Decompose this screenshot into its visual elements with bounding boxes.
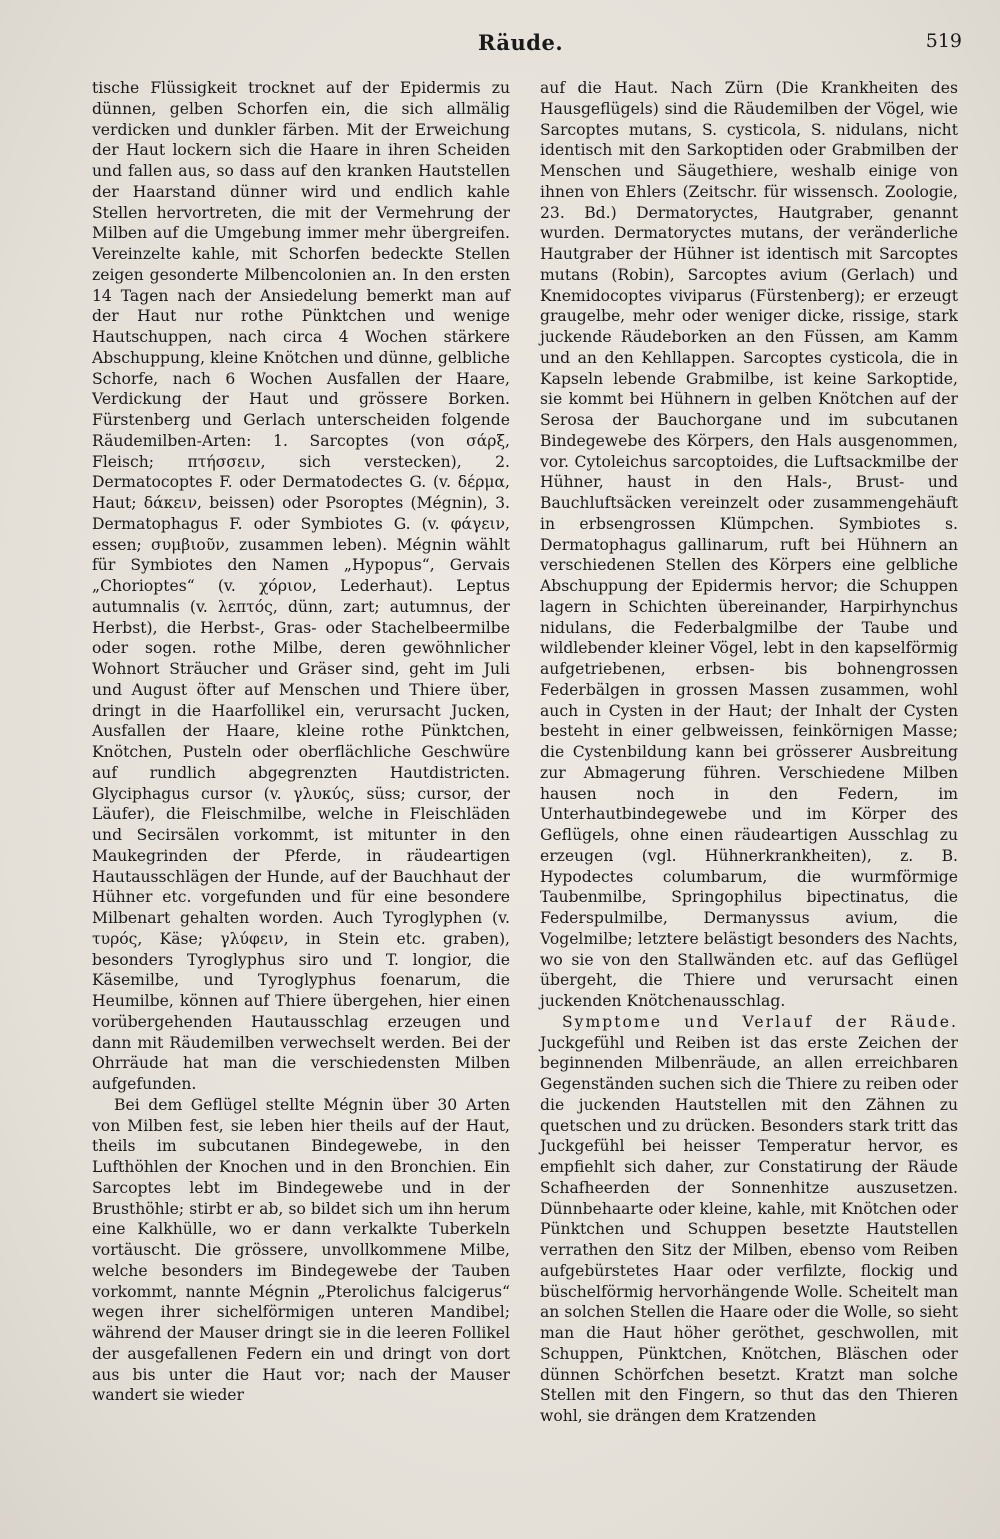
section-heading: Symptome und Verlauf der Räude. bbox=[562, 1012, 958, 1031]
right-column bbox=[540, 78, 958, 1427]
left-paragraph-2: Bei dem Geflügel stellte Mégnin über 30 Arten von Milben fest, sie leben hier theils auf der Haut, theils im subcutanen Bindegewebe, in den Lufthöhlen der Knochen und in den Bronchien. Ein Sarcoptes lebt im Bindegewebe und in der Brusthöhle; stirbt er ab, so bildet sich um ihn herum eine Kalkhülle, wo er dann verkalkte Tuberkeln vortäuscht. Die grössere, unvollkommene Milbe, welche besonders im Bindegewebe der Tauben vorkommt, nannte Mégnin „Pterolichus falcigerus“ wegen ihrer sichelförmigen unteren Mandibel; während der Mauser dringt sie in die leeren Follikel der ausgefallenen Federn ein und dringt von dort aus bis unter die Haut vor; nach der Mauser wandert sie wieder bbox=[92, 1095, 510, 1405]
right-paragraph-1: auf die Haut. Nach Zürn (Die Krankheiten des Hausgeflügels) sind die Räudemilben der Vögel, wie Sarcoptes mutans, S. cysticola, S. nidulans, nicht identisch mit den Sarkoptiden oder Grabmilben der Menschen und Säugethiere, weshalb einige von ihnen von Ehlers (Zeitschr. für wissensch. Zoologie, 23. Bd.) Dermatoryctes, Hautgraber, genannt wurden. Dermatoryctes mutans, der veränderliche Hautgraber der Hühner ist identisch mit Sarcoptes mutans (Robin), Sarcoptes avium (Gerlach) und Knemidocoptes viviparus (Fürstenberg); er erzeugt graugelbe, mehr oder weniger dicke, rissige, stark juckende Räudeborken an den Füssen, am Kamm und an den Kehllappen. Sarcoptes cysticola, die in Kapseln lebende Grabmilbe, ist keine Sarkoptide, sie kommt bei Hühnern in gelben Knötchen auf der Serosa der Bauchorgane und im subcutanen Bindegewebe des Körpers, den Hals ausgenommen, vor. Cytoleichus sarcoptoides, die Luftsackmilbe der Hühner, haust in den Hals-, Brust- und Bauchluftsäcken vereinzelt oder zusammengehäuft in erbsengrossen Klümpchen. Symbiotes s. Dermatophagus gallinarum, ruft bei Hühnern an verschiedenen Stellen des Körpers eine gelbliche Abschuppung der Epidermis hervor; die Schuppen lagern in Schichten übereinander, Harpirhynchus nidulans, die Federbalgmilbe der Taube und wildlebender kleiner Vögel, lebt in den kapselförmig aufgetriebenen, erbsen- bis bohnengrossen Federbälgen in grossen Massen zusammen, wohl auch in Cysten in der Haut; der Inhalt der Cysten besteht in einer gelbweissen, feinkörnigen Masse; die Cystenbildung kann bei grösserer Ausbreitung zur Abmagerung führen. Verschiedene Milben hausen noch in den Federn, im Unterhautbindegewebe und im Körper des Geflügels, ohne einen räudeartigen Ausschlag zu erzeugen (vgl. Hühnerkrankheiten), z. B. Hypodectes columbarum, die wurmförmige Taubenmilbe, Springophilus bipectinatus, die Federspulmilbe, Dermanyssus avium, die Vogelmilbe; letztere belästigt besonders des Nachts, wo sie von den Stallwänden etc. auf das Geflügel übergeht, die Thiere und verursacht einen juckenden Knötchenausschlag. bbox=[540, 79, 958, 1010]
right-paragraph-2-text: Juckgefühl und Reiben ist das erste Zeichen der beginnenden Milbenräude, an allen erreichbaren Gegenständen suchen sich die Thiere zu reiben oder die juckenden Hautstellen mit den Zähnen zu quetschen und zu drücken. Besonders stark tritt das Juckgefühl bei heisser Temperatur hervor, es empfiehlt sich daher, zur Constatirung der Räude Schafheerden der Sonnenhitze auszusetzen. Dünnbehaarte oder kleine, kahle, mit Knötchen oder Pünktchen und Schuppen besetzte Hautstellen verrathen den Sitz der Milben, ebenso vom Reiben aufgebürstetes Haar oder verfilzte, flockig und büschelförmig hervorhängende Wolle. Scheitelt man an solchen Stellen die Haare oder die Wolle, so sieht man die Haut höher geröthet, geschwollen, mit Schuppen, Pünktchen, Knötchen, Bläschen oder dünnen Schörfchen besetzt. Kratzt man solche Stellen mit den Fingern, so thut das den Thieren wohl, sie drängen dem Kratzenden bbox=[540, 1033, 958, 1425]
page-title: Räude. bbox=[478, 30, 564, 55]
running-head bbox=[0, 30, 1000, 60]
left-column bbox=[92, 78, 510, 1406]
left-paragraph-1: tische Flüssigkeit trocknet auf der Epidermis zu dünnen, gelben Schorfen ein, die sich allmälig verdicken und dunkler färben. Mit der Erweichung der Haut lockern sich die Haare in ihren Scheiden und fallen aus, so dass auf den kranken Hautstellen der Haarstand dünner wird und endlich kahle Stellen hervortreten, die mit der Vermehrung der Milben auf die Umgebung immer mehr übergreifen. Vereinzelte kahle, mit Schorfen bedeckte Stellen zeigen gesonderte Milbencolonien an. In den ersten 14 Tagen nach der Ansiedelung bemerkt man auf der Haut nur rothe Pünktchen und wenige Hautschuppen, nach circa 4 Wochen stärkere Abschuppung, kleine Knötchen und dünne, gelbliche Schorfe, nach 6 Wochen Ausfallen der Haare, Verdickung der Haut und grössere Borken. Fürstenberg und Gerlach unterscheiden folgende Räudemilben-Arten: 1. Sarcoptes (von σάρξ, Fleisch; πτήσσειν, sich verstecken), 2. Dermatocoptes F. oder Dermatodectes G. (v. δέρμα, Haut; δάκειν, beissen) oder Psoroptes (Mégnin), 3. Dermatophagus F. oder Symbiotes G. (v. φάγειν, essen; συμβιοῦν, zusammen leben). Mégnin wählt für Symbiotes den Namen „Hypopus“, Gervais „Chorioptes“ (v. χόριον, Lederhaut). Leptus autumnalis (v. λεπτός, dünn, zart; autumnus, der Herbst), die Herbst-, Gras- oder Stachelbeermilbe oder sogen. rothe Milbe, deren gewöhnlicher Wohnort Sträucher und Gräser sind, geht im Juli und August öfter auf Menschen und Thiere über, dringt in die Haarfollikel ein, verursacht Jucken, Ausfallen der Haare, kleine rothe Pünktchen, Knötchen, Pusteln oder oberflächliche Geschwüre auf rundlich abgegrenzten Hautdistricten. Glyciphagus cursor (v. γλυκύς, süss; cursor, der Läufer), die Fleischmilbe, welche in Fleischläden und Secirsälen vorkommt, ist mitunter in den Maukegrinden der Pferde, in räudeartigen Hautausschlägen der Hunde, auf der Bauchhaut der Hühner etc. vorgefunden und für eine besondere Milbenart gehalten worden. Auch Tyroglyphen (v. τυρός, Käse; γλύφειν, in Stein etc. graben), besonders Tyroglyphus siro und T. longior, die Käsemilbe, und Tyroglyphus foenarum, die Heumilbe, können auf Thiere übergehen, hier einen vorübergehenden Hautausschlag erzeugen und dann mit Räudemilben verwechselt werden. Bei der Ohrräude hat man die verschiedensten Milben aufgefunden. bbox=[92, 79, 510, 1093]
right-paragraph-2 bbox=[540, 1012, 958, 1427]
page-number: 519 bbox=[925, 30, 962, 52]
